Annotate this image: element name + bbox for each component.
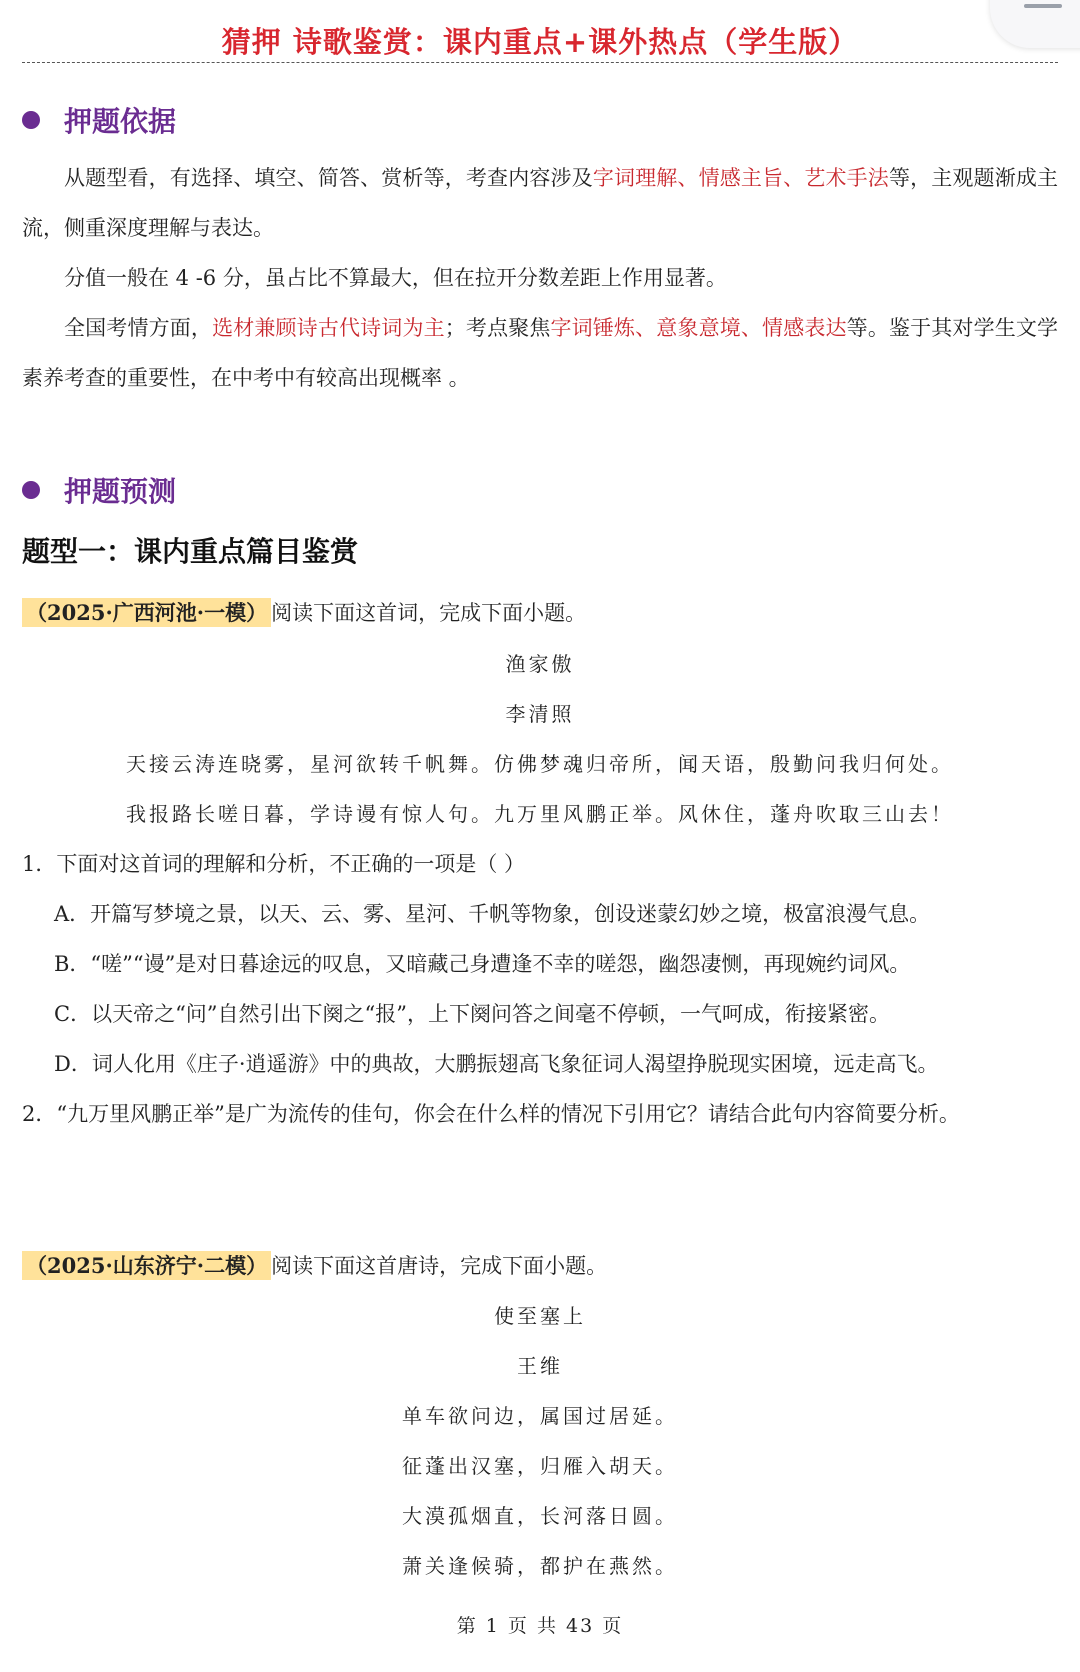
poem-author: 王维 — [517, 1354, 563, 1378]
source-tag: （2025·广西河池·一模） — [22, 598, 271, 627]
text-run: 等。鉴于其对学生文学素养考查的重要性，在中考中有较高出现概率 。 — [22, 316, 1059, 390]
page-title: 猜押 诗歌鉴赏：课内重点+课外热点（学生版） — [221, 25, 859, 59]
poem-author: 李清照 — [505, 702, 575, 726]
option-b: B．“嗟”“谩”是对日暮途远的叹息，又暗藏己身遭逢不幸的嗟怨，幽怨凄恻，再现婉约词风。 — [54, 952, 911, 976]
poem-title: 渔家傲 — [505, 652, 575, 676]
title-divider — [22, 62, 1058, 63]
question-type-heading: 题型一：课内重点篇目鉴赏 — [22, 535, 359, 568]
section-heading-label: 押题依据 — [64, 105, 177, 138]
bullet-icon — [22, 481, 40, 499]
item-intro: 阅读下面这首词，完成下面小题。 — [271, 601, 587, 625]
item2-source-line — [22, 1250, 607, 1280]
bullet-icon — [22, 111, 40, 129]
highlight-text: 字词理解、情感主旨、艺术手法 — [592, 166, 889, 190]
menu-handle-icon[interactable] — [1024, 4, 1062, 8]
basis-paragraph-2: 分值一般在 4 -6 分，虽占比不算最大，但在拉开分数差距上作用显著。 — [64, 266, 727, 290]
option-a: A．开篇写梦境之景，以天、云、雾、星河、千帆等物象，创设迷蒙幻妙之境，极富浪漫气息。 — [54, 902, 931, 926]
item1-source-line — [22, 597, 586, 627]
highlight-text: 字词锤炼、意象意境、情感表达 — [550, 316, 847, 340]
page-number: 第 1 页 共 43 页 — [456, 1615, 624, 1637]
poem-line: 萧关逢候骑，都护在燕然。 — [402, 1554, 678, 1578]
poem-line: 单车欲问边，属国过居延。 — [402, 1404, 678, 1428]
question-2: 2．“九万里风鹏正举”是广为流传的佳句，你会在什么样的情况下引用它？请结合此句内容简要分析。 — [22, 1102, 960, 1126]
section-heading-predict — [22, 470, 176, 510]
basis-paragraph-1 — [22, 153, 1058, 253]
poem-title: 使至塞上 — [494, 1304, 586, 1328]
source-tag: （2025·山东济宁·二模） — [22, 1251, 271, 1280]
poem-line: 征蓬出汉塞，归雁入胡天。 — [402, 1454, 678, 1478]
option-c: C．以天帝之“问”自然引出下阕之“报”，上下阕问答之间毫不停顿，一气呵成，衔接紧密。 — [54, 1002, 891, 1026]
question-1: 1．下面对这首词的理解和分析，不正确的一项是（ ） — [22, 852, 526, 876]
option-d: D．词人化用《庄子·逍遥游》中的典故，大鹏振翅高飞象征词人渴望挣脱现实困境，远走高飞。 — [54, 1052, 939, 1076]
section-heading-label: 押题预测 — [64, 475, 177, 508]
poem-line: 我报路长嗟日暮，学诗谩有惊人句。九万里风鹏正举。风休住，蓬舟吹取三山去！ — [126, 802, 954, 826]
item-intro: 阅读下面这首唐诗，完成下面小题。 — [271, 1254, 608, 1278]
text-run: ；考点聚焦 — [444, 316, 551, 340]
text-run: 全国考情方面， — [64, 316, 213, 340]
text-run: 等，主观题渐成主流，侧重深度理解与表达。 — [22, 166, 1059, 240]
poem-line: 天接云涛连晓雾，星河欲转千帆舞。仿佛梦魂归帝所，闻天语，殷勤问我归何处。 — [126, 752, 954, 776]
poem-line: 大漠孤烟直，长河落日圆。 — [402, 1504, 678, 1528]
section-heading-basis — [22, 100, 176, 140]
basis-paragraph-3 — [22, 303, 1058, 403]
text-run: 从题型看，有选择、填空、简答、赏析等，考查内容涉及 — [64, 166, 593, 190]
highlight-text: 古代诗词为主 — [317, 316, 445, 340]
highlight-text: 选材兼顾诗 — [212, 316, 318, 340]
